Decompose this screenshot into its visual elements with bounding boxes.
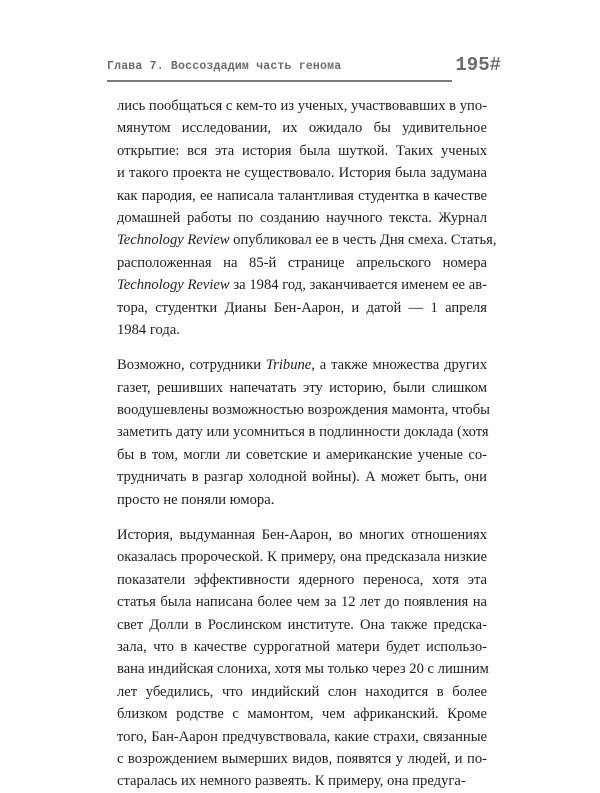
- chapter-title: Глава 7. Воссоздадим часть генома: [107, 60, 342, 73]
- text-run: свет Долли в Рослинском институте. Она также предска-: [117, 616, 487, 633]
- text-run: открытие: вся эта история была шуткой. Таких ученых: [117, 142, 487, 159]
- text-run: История, выдуманная Бен-Аарон, во многих отношениях: [117, 527, 487, 544]
- text-line: [117, 95, 487, 117]
- text-run: с возрождением вымерших видов, появятся у людей, и по-: [117, 750, 487, 767]
- header-rule: [107, 80, 452, 82]
- text-run: за 1984 год, заканчивается именем ее ав-: [229, 277, 487, 294]
- text-line: [117, 636, 487, 658]
- text-line: [117, 748, 487, 770]
- text-run: заметить дату или усомниться в подлинности доклада (хотя: [117, 424, 489, 441]
- text-run: расположенная на 85-й странице апрельского номера: [117, 254, 487, 271]
- text-run: воодушевлены возможностью возрождения мамонта, чтобы: [117, 402, 490, 419]
- text-run: близком родстве с мамонтом, чем африканский. Кроме: [117, 706, 487, 723]
- paragraph: [117, 354, 490, 511]
- text-run: бы в том, могли ли советские и американские ученые со-: [117, 446, 487, 463]
- text-run: 1984 года.: [117, 321, 180, 338]
- text-line: [117, 252, 487, 274]
- text-line: [117, 681, 487, 703]
- text-line: [117, 140, 487, 162]
- text-run: статья была написана более чем за 12 лет до появления на: [117, 594, 487, 611]
- paragraph: [117, 95, 497, 341]
- text-line: [117, 546, 487, 568]
- running-header: [107, 56, 507, 82]
- text-run: тора, студентки Дианы Бен-Аарон, и датой — 1 апреля: [117, 299, 487, 316]
- text-line: [117, 466, 487, 488]
- text-run: и такого проекта не существовало. История была задумана: [117, 165, 487, 182]
- text-run: вана индийская слониха, хотя мы только через 20 с лишним: [117, 661, 489, 678]
- text-run: трудничать в разгар холодной войны). А может быть, они: [117, 469, 487, 486]
- text-run: оказалась пророческой. К примеру, она предсказала низкие: [117, 549, 487, 566]
- text-run: лись пообщаться с кем-то из ученых, участвовавших в упо-: [117, 98, 487, 114]
- text-line: [117, 421, 487, 443]
- text-run: Возможно, сотрудники: [117, 357, 266, 374]
- text-line: [117, 614, 487, 636]
- text-line: [117, 185, 487, 207]
- italic-title: Technology Review: [117, 232, 230, 249]
- text-line: [117, 297, 487, 319]
- text-line: [117, 569, 487, 591]
- text-run: того, Бан-Аарон предчувствовала, какие страхи, связанные: [117, 728, 487, 745]
- page-number: 195#: [455, 54, 501, 76]
- italic-title: Tribune: [265, 357, 312, 374]
- text-line: [117, 524, 487, 546]
- text-run: показатели эффективности ядерного переноса, хотя эта: [117, 571, 487, 588]
- text-run: , а также множества других: [311, 357, 487, 374]
- text-line: [117, 354, 487, 376]
- paragraph-gap: [117, 511, 487, 524]
- text-line: [117, 658, 487, 680]
- body-text: [117, 95, 497, 793]
- text-line: [117, 726, 487, 748]
- text-line: [117, 162, 487, 184]
- text-line: [117, 399, 490, 421]
- text-line: [117, 770, 487, 792]
- text-line: [117, 207, 487, 229]
- text-run: просто не поняли юмора.: [117, 491, 275, 508]
- text-run: лет убедились, что индийский слон находится в более: [117, 683, 487, 700]
- text-run: мянутом исследовании, их ожидало бы удивительное: [117, 120, 487, 137]
- text-run: как пародия, ее написала талантливая студентка в качестве: [117, 187, 487, 204]
- text-run: опубликовал ее в честь Дня смеха. Статья,: [229, 232, 497, 249]
- text-run: зала, что в качестве суррогатной матери будет использо-: [117, 638, 487, 655]
- text-line: [117, 591, 487, 613]
- paragraph-gap: [117, 341, 487, 354]
- text-line: [117, 489, 487, 511]
- text-line: [117, 444, 487, 466]
- text-line: [117, 319, 487, 341]
- text-line: [117, 703, 487, 725]
- text-run: газет, решивших напечатать эту историю, были слишком: [117, 379, 487, 396]
- text-run: старалась их немного развеять. К примеру, она предуга-: [117, 773, 466, 790]
- text-line: [117, 377, 487, 399]
- paragraph: [117, 524, 487, 793]
- text-line: [117, 274, 487, 296]
- text-line: [117, 229, 497, 251]
- italic-title: Technology Review: [117, 277, 230, 294]
- text-line: [117, 117, 487, 139]
- text-run: домашней работы по созданию научного текста. Журнал: [117, 209, 487, 226]
